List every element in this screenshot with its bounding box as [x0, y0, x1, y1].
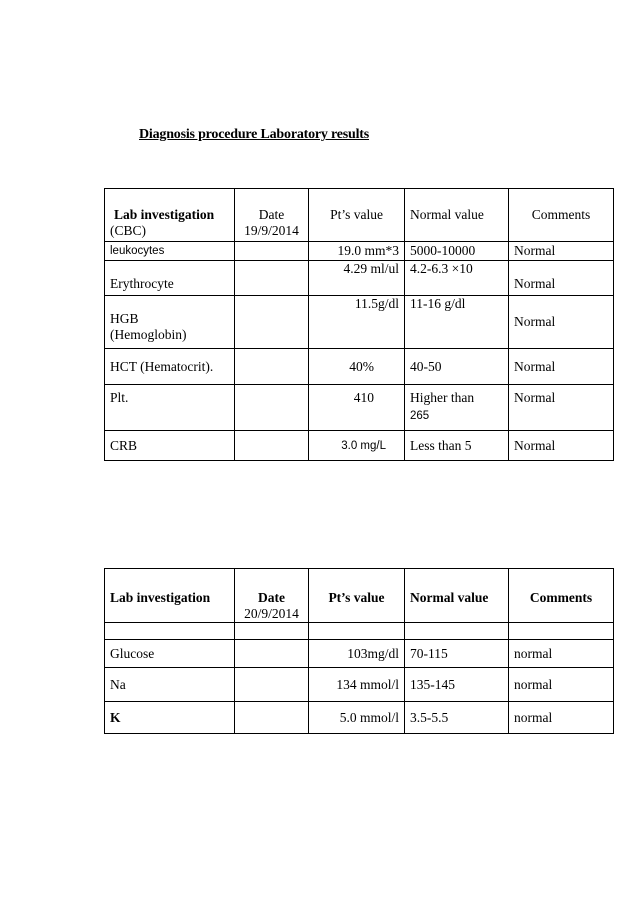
header-normal-value: Normal value	[405, 189, 509, 242]
table-header-row	[105, 189, 614, 242]
row-normal-value: Less than 5	[405, 431, 509, 461]
row-normal-value	[405, 623, 509, 640]
row-name-cell	[105, 296, 235, 349]
header-pt-value: Pt’s value	[309, 189, 405, 242]
row-pt-value: 5.0 mmol/l	[309, 702, 405, 734]
row-pt-value: 103mg/dl	[309, 640, 405, 668]
row-normal-value: 135-145	[405, 668, 509, 702]
row-name: Glucose	[105, 640, 235, 668]
row-comment	[509, 623, 614, 640]
row-name: Plt.	[105, 385, 235, 431]
row-normal-value: 5000-10000	[405, 242, 509, 261]
row-normal-value: 70-115	[405, 640, 509, 668]
table-row	[105, 261, 614, 296]
row-date	[235, 261, 309, 296]
table-row	[105, 349, 614, 385]
row-date	[235, 640, 309, 668]
row-date	[235, 349, 309, 385]
row-date	[235, 431, 309, 461]
row-comment: Normal	[509, 261, 614, 296]
row-comment: normal	[509, 668, 614, 702]
row-pt-value: 11.5g/dl	[309, 296, 405, 349]
header-lab-label: Lab investigation	[114, 207, 215, 222]
table-row	[105, 623, 614, 640]
header-date-value: 19/9/2014	[244, 223, 299, 238]
row-comment: Normal	[509, 431, 614, 461]
row-pt-value: 3.0 mg/L	[309, 431, 405, 461]
table-row	[105, 431, 614, 461]
header-pt-value: Pt’s value	[309, 569, 405, 623]
row-pt-value: 410	[309, 385, 405, 431]
header-comments: Comments	[509, 569, 614, 623]
row-pt-value: 134 mmol/l	[309, 668, 405, 702]
row-normal-value: 40-50	[405, 349, 509, 385]
header-date	[235, 569, 309, 623]
row-date	[235, 668, 309, 702]
row-comment: normal	[509, 640, 614, 668]
table-row	[105, 702, 614, 734]
row-normal-value: 11-16 g/dl	[405, 296, 509, 349]
header-comments: Comments	[509, 189, 614, 242]
row-date	[235, 623, 309, 640]
chemistry-results-table	[104, 568, 614, 734]
row-name: HCT (Hematocrit).	[105, 349, 235, 385]
header-lab-investigation	[105, 189, 235, 242]
table-row	[105, 640, 614, 668]
row-name: HGB	[110, 311, 139, 326]
row-pt-value: 19.0 mm*3	[309, 242, 405, 261]
table-header-row	[105, 569, 614, 623]
row-normal-value-sub: 265	[410, 410, 430, 422]
table-row	[105, 296, 614, 349]
row-comment: Normal	[509, 296, 614, 349]
row-normal-value: 4.2-6.3 ×10	[405, 261, 509, 296]
row-date	[235, 242, 309, 261]
header-date-label: Date	[258, 207, 285, 222]
row-name: CRB	[105, 431, 235, 461]
row-date	[235, 296, 309, 349]
row-name: Na	[105, 668, 235, 702]
row-name: Erythrocyte	[105, 261, 235, 296]
header-lab-sub: (CBC)	[110, 223, 147, 238]
cbc-results-table	[104, 188, 614, 461]
row-name: K	[105, 702, 235, 734]
header-lab-investigation: Lab investigation	[105, 569, 235, 623]
row-comment: Normal	[509, 242, 614, 261]
row-pt-value	[309, 623, 405, 640]
row-pt-value: 40%	[309, 349, 405, 385]
row-comment: Normal	[509, 349, 614, 385]
row-pt-value: 4.29 ml/ul	[309, 261, 405, 296]
header-date-label: Date	[258, 590, 285, 605]
row-normal-value-cell	[405, 385, 509, 431]
row-date	[235, 702, 309, 734]
row-name	[105, 623, 235, 640]
row-name-sub: (Hemoglobin)	[110, 327, 187, 342]
row-comment: normal	[509, 702, 614, 734]
row-comment: Normal	[509, 385, 614, 431]
table-row	[105, 668, 614, 702]
header-normal-value: Normal value	[405, 569, 509, 623]
page-heading: Diagnosis procedure Laboratory results	[139, 127, 370, 142]
table-row	[105, 385, 614, 431]
table-row	[105, 242, 614, 261]
header-date	[235, 189, 309, 242]
header-date-value: 20/9/2014	[244, 606, 299, 621]
row-normal-value: Higher than	[410, 390, 475, 405]
row-name: leukocytes	[105, 242, 235, 261]
row-date	[235, 385, 309, 431]
row-normal-value: 3.5-5.5	[405, 702, 509, 734]
